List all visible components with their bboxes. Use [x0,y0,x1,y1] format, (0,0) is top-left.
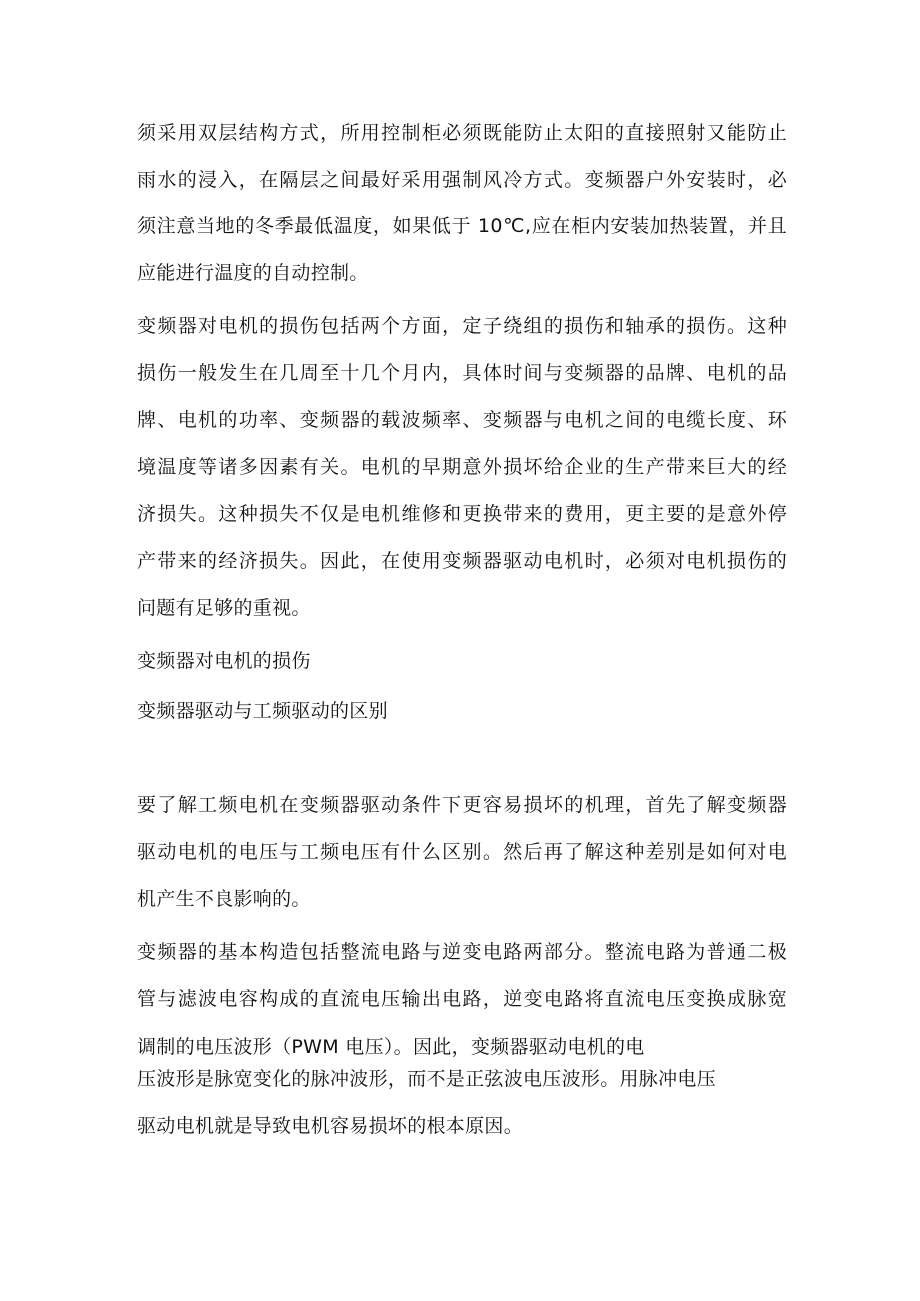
paragraph-line: 问题有足够的重视。 [137,597,311,619]
paragraph-line: 须采用双层结构方式，所用控制柜必须既能防止太阳的直接照射又能防止 [137,122,787,144]
paragraph-line: 驱动电机的电压与工频电压有什么区别。然后再了解这种差别是如何对电 [137,841,787,863]
paragraph-line: 境温度等诸多因素有关。电机的早期意外损坏给企业的生产带来巨大的经 [137,456,787,478]
paragraph-line: 损伤一般发生在几周至十几个月内，具体时间与变频器的品牌、电机的品 [137,362,787,384]
paragraph-line: 应能进行温度的自动控制。 [137,262,369,284]
paragraph-line: 牌、电机的功率、变频器的载波频率、变频器与电机之间的电缆长度、环 [137,409,787,431]
paragraph-line: 驱动电机就是导致电机容易损坏的根本原因。 [137,1115,524,1137]
paragraph-line: 产带来的经济损失。因此，在使用变频器驱动电机时，必须对电机损伤的 [137,550,787,572]
paragraph-line: 压波形是脉宽变化的脉冲波形，而不是正弦波电压波形。用脉冲电压 [137,1068,717,1090]
paragraph-line: 调制的电压波形（PWM 电压）。因此，变频器驱动电机的电 [137,1036,645,1058]
paragraph-line: 变频器对电机的损伤包括两个方面，定子绕组的损伤和轴承的损伤。这种 [137,315,787,337]
paragraph-line: 雨水的浸入，在隔层之间最好采用强制风冷方式。变频器户外安装时，必 [137,169,787,191]
paragraph-line: 机产生不良影响的。 [137,888,311,910]
paragraph-line: 管与滤波电容构成的直流电压输出电路，逆变电路将直流电压变换成脉宽 [137,988,787,1010]
section-heading: 变频器对电机的损伤 [137,650,311,672]
paragraph-line: 变频器的基本构造包括整流电路与逆变电路两部分。整流电路为普通二极 [137,941,787,963]
section-heading: 变频器驱动与工频驱动的区别 [137,700,388,722]
paragraph-line: 要了解工频电机在变频器驱动条件下更容易损坏的机理，首先了解变频器 [137,794,787,816]
paragraph-line: 须注意当地的冬季最低温度，如果低于 10℃,应在柜内安装加热装置，并且 [137,215,787,237]
paragraph-line: 济损失。这种损失不仅是电机维修和更换带来的费用，更主要的是意外停 [137,503,787,525]
